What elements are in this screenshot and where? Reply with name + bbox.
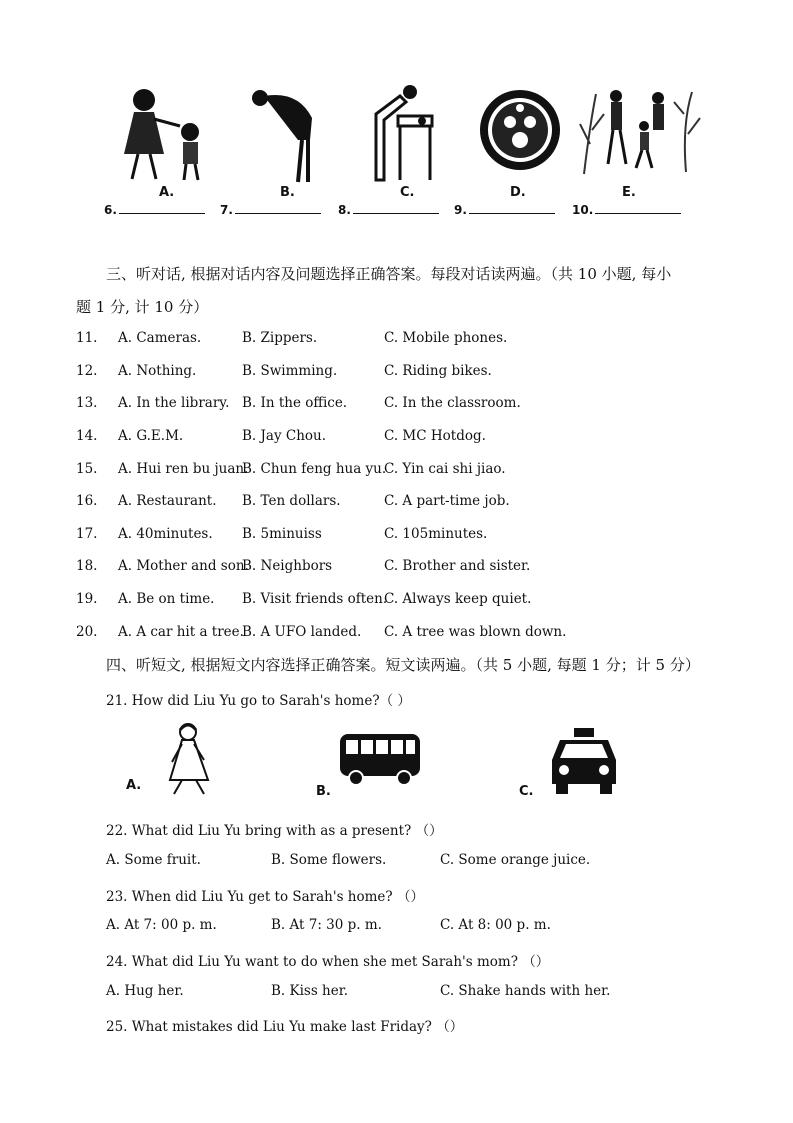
- question-number: 20.: [76, 624, 98, 640]
- option-c[interactable]: C. A tree was blown down.: [384, 624, 567, 640]
- question-number: 16.: [76, 493, 98, 509]
- option-a[interactable]: A. In the library.: [118, 395, 230, 411]
- question-21: 21. How did Liu Yu go to Sarah's home?（ ）: [106, 693, 411, 709]
- option-c[interactable]: C. Always keep quiet.: [384, 591, 532, 607]
- option-c[interactable]: C. A part-time job.: [384, 493, 510, 509]
- option-c[interactable]: C. MC Hotdog.: [384, 428, 486, 444]
- answer-blank-9[interactable]: 9.: [454, 203, 555, 217]
- question-22: 22. What did Liu Yu bring with as a present? （）: [106, 823, 443, 839]
- question-13: [0, 395, 793, 415]
- option-b[interactable]: B. Neighbors: [242, 558, 333, 574]
- option-a[interactable]: A. Mother and son.: [118, 558, 249, 574]
- answer-blank-6[interactable]: 6.: [104, 203, 205, 217]
- person-bowing-icon: [248, 88, 320, 184]
- question-17: [0, 526, 793, 546]
- picture-label-a: A.: [159, 185, 175, 200]
- answer-blank-8[interactable]: 8.: [338, 203, 439, 217]
- question-number: 17.: [76, 526, 98, 542]
- option-b[interactable]: B. Visit friends often.: [242, 591, 388, 607]
- option-c[interactable]: C. Brother and sister.: [384, 558, 531, 574]
- option-a[interactable]: A. Some fruit.: [106, 852, 201, 868]
- option-b[interactable]: B. A UFO landed.: [242, 624, 362, 640]
- question-20: [0, 624, 793, 644]
- option-a[interactable]: A. Hug her.: [106, 983, 184, 999]
- answer-blank-7[interactable]: 7.: [220, 203, 321, 217]
- question-11: [0, 330, 793, 350]
- option-c[interactable]: C. At 8: 00 p. m.: [440, 917, 551, 933]
- question-19: [0, 591, 793, 611]
- question-16: [0, 493, 793, 513]
- option-b[interactable]: B. At 7: 30 p. m.: [271, 917, 382, 933]
- option-c[interactable]: C. Riding bikes.: [384, 363, 492, 379]
- option-label-a: A.: [126, 778, 142, 793]
- option-b[interactable]: B. Some flowers.: [271, 852, 387, 868]
- question-number: 14.: [76, 428, 98, 444]
- option-b[interactable]: B. In the office.: [242, 395, 348, 411]
- option-b[interactable]: B. Jay Chou.: [242, 428, 327, 444]
- option-c[interactable]: C. Mobile phones.: [384, 330, 508, 346]
- option-b[interactable]: B. Chun feng hua yu.: [242, 461, 387, 477]
- paper-cut-icon: [478, 88, 562, 172]
- question-14: [0, 428, 793, 448]
- section4-heading: 四、听短文, 根据短文内容选择正确答案。短文读两遍。（共 5 小题, 每题 1 分；计 5 分）: [106, 656, 700, 674]
- person-washing-hands-icon: [370, 84, 442, 184]
- question-15: [0, 461, 793, 481]
- option-a[interactable]: A. 40minutes.: [118, 526, 213, 542]
- option-b[interactable]: B. Kiss her.: [271, 983, 348, 999]
- option-a[interactable]: A. Restaurant.: [118, 493, 217, 509]
- question-number: 15.: [76, 461, 98, 477]
- option-c[interactable]: C. 105minutes.: [384, 526, 488, 542]
- people-walking-park-icon: [576, 84, 704, 176]
- answer-blank-10[interactable]: 10.: [572, 203, 681, 217]
- section3-heading-cont: 题 1 分, 计 10 分）: [76, 298, 209, 316]
- option-c[interactable]: C. Shake hands with her.: [440, 983, 611, 999]
- question-25: 25. What mistakes did Liu Yu make last Friday? （）: [106, 1019, 464, 1035]
- picture-label-e: E.: [622, 185, 636, 200]
- taxi-icon[interactable]: [546, 726, 622, 796]
- question-23: 23. When did Liu Yu get to Sarah's home? （）: [106, 889, 424, 905]
- option-b[interactable]: B. Zippers.: [242, 330, 318, 346]
- option-a[interactable]: A. G.E.M.: [118, 428, 184, 444]
- option-a[interactable]: A. Nothing.: [118, 363, 197, 379]
- option-c[interactable]: C. Yin cai shi jiao.: [384, 461, 506, 477]
- option-a[interactable]: A. Hui ren bu juan.: [118, 461, 249, 477]
- option-a[interactable]: A. Be on time.: [118, 591, 215, 607]
- option-b[interactable]: B. Swimming.: [242, 363, 338, 379]
- question-12: [0, 363, 793, 383]
- option-a[interactable]: A. A car hit a tree.: [118, 624, 244, 640]
- picture-label-d: D.: [510, 185, 526, 200]
- question-number: 19.: [76, 591, 98, 607]
- question-24: 24. What did Liu Yu want to do when she met Sarah's mom? （）: [106, 954, 550, 970]
- option-c[interactable]: C. In the classroom.: [384, 395, 521, 411]
- option-a[interactable]: A. At 7: 00 p. m.: [106, 917, 217, 933]
- option-label-b: B.: [316, 784, 331, 799]
- section3-heading: 三、听对话, 根据对话内容及问题选择正确答案。每段对话读两遍。（共 10 小题, 每小: [106, 265, 672, 283]
- option-b[interactable]: B. 5minuiss: [242, 526, 322, 542]
- question-number: 18.: [76, 558, 98, 574]
- option-b[interactable]: B. Ten dollars.: [242, 493, 341, 509]
- picture-label-b: B.: [280, 185, 295, 200]
- question-18: [0, 558, 793, 578]
- option-c[interactable]: C. Some orange juice.: [440, 852, 591, 868]
- picture-label-c: C.: [400, 185, 415, 200]
- question-number: 11.: [76, 330, 98, 346]
- question-number: 13.: [76, 395, 98, 411]
- question-number: 12.: [76, 363, 98, 379]
- two-people-greeting-icon: [104, 84, 214, 184]
- bus-icon[interactable]: [338, 732, 422, 786]
- option-label-c: C.: [519, 784, 534, 799]
- option-a[interactable]: A. Cameras.: [118, 330, 202, 346]
- walking-girl-icon[interactable]: [160, 722, 220, 796]
